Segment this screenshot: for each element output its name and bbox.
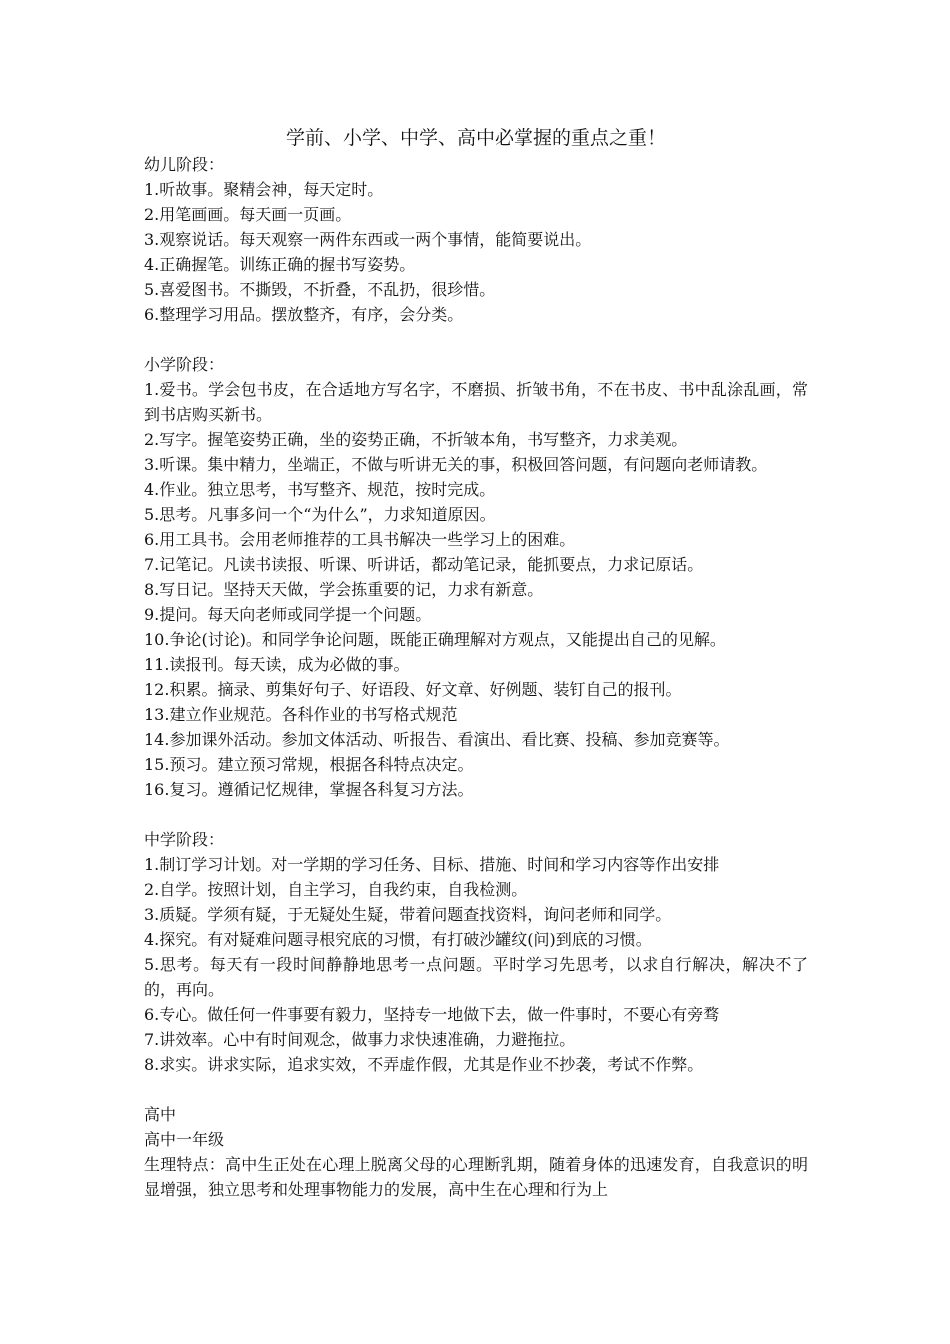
list-item: 4.探究。有对疑难问题寻根究底的习惯，有打破沙罐纹(问)到底的习惯。	[144, 930, 652, 949]
list-item: 5.思考。凡事多问一个“为什么”，力求知道原因。	[144, 505, 496, 524]
high-paragraph: 生理特点：高中生正处在心理上脱离父母的心理断乳期，随着身体的迅速发育，自我意识的明显增强，独立思考和处理事物能力的发展，高中生在心理和行为上	[144, 1155, 808, 1199]
list-item: 10.争论(讨论)。和同学争论问题，既能正确理解对方观点，又能提出自己的见解。	[144, 630, 726, 649]
list-item: 13.建立作业规范。各科作业的书写格式规范	[144, 705, 458, 724]
primary-heading: 小学阶段：	[144, 355, 225, 374]
preschool-section	[144, 152, 808, 327]
list-item: 12.积累。摘录、剪集好句子、好语段、好文章、好例题、装钉自己的报刊。	[144, 680, 682, 699]
list-item: 8.求实。讲求实际，追求实效，不弄虚作假，尤其是作业不抄袭，考试不作弊。	[144, 1055, 704, 1074]
section-spacer	[144, 802, 808, 827]
list-item: 9.提问。每天向老师或同学提一个问题。	[144, 605, 432, 624]
high-section	[144, 1102, 808, 1202]
list-item: 2.自学。按照计划，自主学习，自我约束，自我检测。	[144, 880, 528, 899]
list-item: 16.复习。遵循记忆规律，掌握各科复习方法。	[144, 780, 474, 799]
preschool-heading: 幼儿阶段：	[144, 155, 225, 174]
list-item: 1.制订学习计划。对一学期的学习任务、目标、措施、时间和学习内容等作出安排	[144, 855, 720, 874]
list-item: 6.整理学习用品。摆放整齐，有序，会分类。	[144, 305, 464, 324]
middle-heading: 中学阶段：	[144, 830, 225, 849]
section-spacer	[144, 327, 808, 352]
list-item: 7.记笔记。凡读书读报、听课、听讲话，都动笔记录，能抓要点，力求记原话。	[144, 555, 704, 574]
list-item: 6.用工具书。会用老师推荐的工具书解决一些学习上的困难。	[144, 530, 576, 549]
list-item: 4.作业。独立思考，书写整齐、规范，按时完成。	[144, 480, 496, 499]
section-spacer	[144, 1077, 808, 1102]
middle-section	[144, 827, 808, 1077]
list-item: 4.正确握笔。训练正确的握书写姿势。	[144, 255, 416, 274]
list-item: 3.听课。集中精力，坐端正，不做与听讲无关的事，积极回答问题，有问题向老师请教。	[144, 455, 768, 474]
high-heading: 高中	[144, 1105, 177, 1124]
primary-section	[144, 352, 808, 802]
list-item: 8.写日记。坚持天天做，学会拣重要的记，力求有新意。	[144, 580, 544, 599]
list-item: 2.写字。握笔姿势正确，坐的姿势正确，不折皱本角，书写整齐，力求美观。	[144, 430, 688, 449]
list-item: 3.质疑。学须有疑，于无疑处生疑，带着问题查找资料，询问老师和同学。	[144, 905, 672, 924]
list-item: 3.观察说话。每天观察一两件东西或一两个事情，能简要说出。	[144, 230, 592, 249]
list-item: 6.专心。做任何一件事要有毅力，坚持专一地做下去，做一件事时，不要心有旁骛	[144, 1005, 720, 1024]
list-item: 15.预习。建立预习常规，根据各科特点决定。	[144, 755, 474, 774]
high-subheading: 高中一年级	[144, 1130, 225, 1149]
list-item: 2.用笔画画。每天画一页画。	[144, 205, 352, 224]
list-item: 14.参加课外活动。参加文体活动、听报告、看演出、看比赛、投稿、参加竞赛等。	[144, 730, 730, 749]
list-item: 1.听故事。聚精会神，每天定时。	[144, 180, 384, 199]
list-item: 1.爱书。学会包书皮，在合适地方写名字，不磨损、折皱书角，不在书皮、书中乱涂乱画，常到书店购买新书。	[144, 380, 808, 424]
list-item: 11.读报刊。每天读，成为必做的事。	[144, 655, 410, 674]
document-page	[144, 124, 808, 1202]
list-item: 7.讲效率。心中有时间观念，做事力求快速准确，力避拖拉。	[144, 1030, 576, 1049]
document-title: 学前、小学、中学、高中必掌握的重点之重！	[285, 127, 666, 149]
list-item: 5.思考。每天有一段时间静静地思考一点问题。平时学习先思考，以求自行解决，解决不了的，再向。	[144, 955, 808, 999]
list-item: 5.喜爱图书。不撕毁，不折叠，不乱扔，很珍惜。	[144, 280, 496, 299]
